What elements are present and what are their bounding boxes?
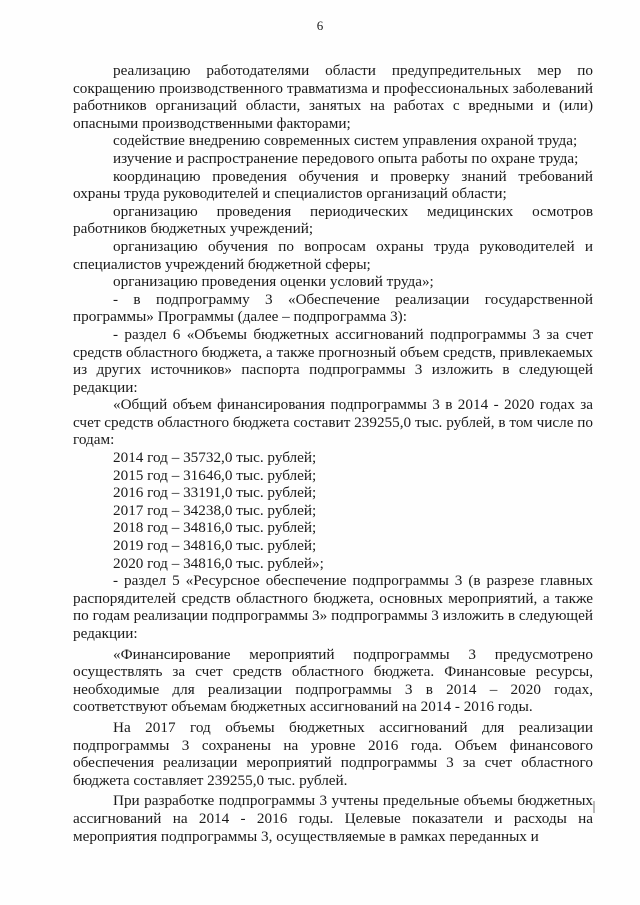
paragraph: организацию проведения оценки условий труда»; <box>113 273 434 291</box>
paragraph: - раздел 5 «Ресурсное обеспечение подпрограммы 3 (в разрезе главных распорядителей средств областного бюджета, основных мероприятий, а также по годам реализации подпрограммы 3» подпрограммы 3 изложить в следующей редакции: <box>73 572 593 642</box>
year-item: 2018 год – 34816,0 тыс. рублей; <box>113 519 317 537</box>
year-list <box>73 449 593 572</box>
year-item: 2016 год – 33191,0 тыс. рублей; <box>113 484 317 502</box>
paragraph: На 2017 год объемы бюджетных ассигнований для реализации подпрограммы 3 сохранены на уровне 2016 года. Объем финансового обеспечения реализации мероприятий подпрограммы 3 за счет областного бюджета составляет 239255,0 тыс. рублей. <box>73 718 593 789</box>
page-number: 6 <box>316 18 324 33</box>
paragraph: содействие внедрению современных систем управления охраной труда; <box>113 132 578 150</box>
year-item: 2019 год – 34816,0 тыс. рублей; <box>113 537 317 555</box>
paragraph: «Общий объем финансирования подпрограммы 3 в 2014 - 2020 годах за счет средств областного бюджета составит 239255,0 тыс. рублей, в том числе по годам: <box>73 396 593 449</box>
paragraph: - раздел 6 «Объемы бюджетных ассигнований подпрограммы 3 за счет средств областного бюджета, а также прогнозный объем средств, привлекаемых из других источников» паспорта подпрограммы 3 изложить в следующей редакции: <box>73 325 593 396</box>
paragraph: организацию проведения периодических медицинских осмотров работников бюджетных учреждений; <box>73 202 593 238</box>
year-item: 2020 год – 34816,0 тыс. рублей»; <box>113 554 324 572</box>
paragraph: координацию проведения обучения и проверку знаний требований охраны труда руководителей и специалистов организаций области; <box>73 167 593 203</box>
paragraph: При разработке подпрограммы 3 учтены предельные объемы бюджетных ассигнований на 2014 - 2016 годы. Целевые показатели и расходы на мероприятия подпрограммы 3, осуществляемые в рамках переданных и <box>73 792 593 845</box>
year-item: 2015 год – 31646,0 тыс. рублей; <box>113 466 317 484</box>
year-item: 2014 год – 35732,0 тыс. рублей; <box>113 449 317 467</box>
year-item: 2017 год – 34238,0 тыс. рублей; <box>113 501 317 519</box>
paragraph: реализацию работодателями области предупредительных мер по сокращению производственного травматизма и профессиональных заболеваний работников организаций области, занятых на работах с вредными и (или) опасными производственными факторами; <box>73 62 593 132</box>
margin-mark <box>593 801 595 813</box>
paragraph: «Финансирование мероприятий подпрограммы 3 предусмотрено осуществлять за счет средств областного бюджета. Финансовые ресурсы, необходимые для реализации подпрограммы 3 в 2014 – 2020 годах, соответствуют объемам бюджетных ассигнований на 2014 - 2016 годы. <box>73 645 593 716</box>
paragraph: изучение и распространение передового опыта работы по охране труда; <box>113 149 579 167</box>
document-body <box>73 62 593 845</box>
paragraph: организацию обучения по вопросам охраны труда руководителей и специалистов учреждений бюджетной сферы; <box>73 237 593 273</box>
paragraph: - в подпрограмму 3 «Обеспечение реализации государственной программы» Программы (далее – подпрограмма 3): <box>73 290 593 326</box>
